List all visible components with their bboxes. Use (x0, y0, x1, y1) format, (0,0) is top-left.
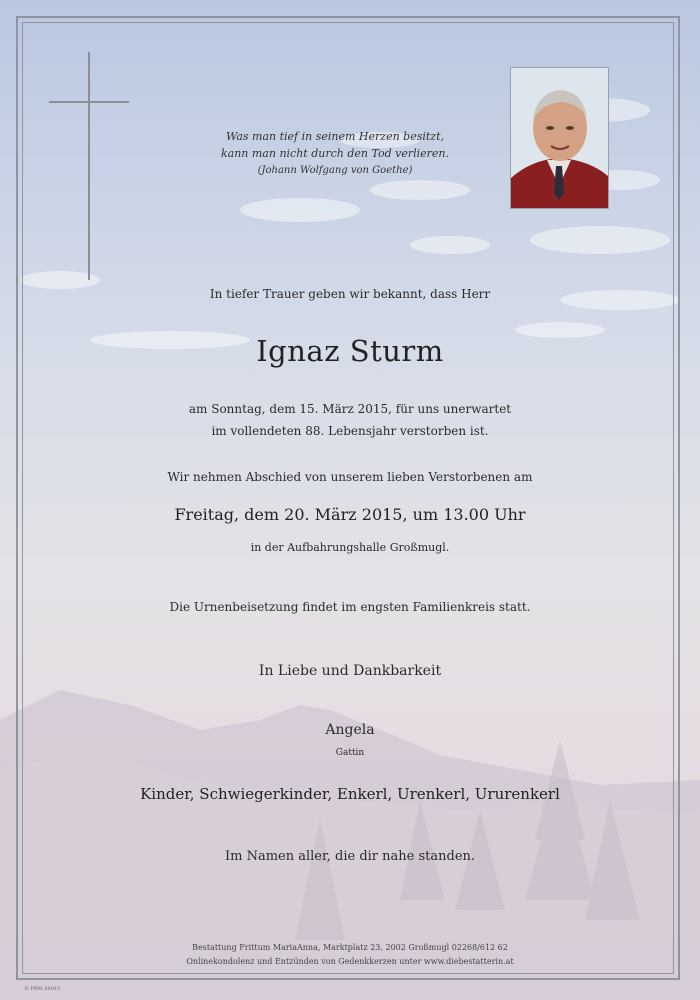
funeral-place: in der Aufbahrungshalle Großmugl. (250, 541, 450, 554)
cross-icon (88, 52, 90, 280)
goethe-quote (200, 128, 470, 179)
footer-code: © PBM 89015 (24, 986, 61, 992)
spouse-role: Gattin (335, 748, 365, 758)
cross-icon-bar (49, 101, 129, 103)
deceased-name: Ignaz Sturm (256, 334, 444, 368)
online-condolence-imprint: Onlinekondolenz und Entzünden von Gedenkkerzen unter www.diebestatterin.at (186, 957, 514, 966)
quote-line-2: kann man nicht durch den Tod verlieren. (220, 147, 449, 160)
love-gratitude-text: In Liebe und Dankbarkeit (258, 663, 442, 679)
funeral-home-imprint: Bestattung Frittum MariaAnna, Marktplatz 23, 2002 Großmugl 02268/612 62 (192, 943, 508, 952)
death-info-line-2: im vollendeten 88. Lebensjahr verstorben ist. (211, 424, 489, 438)
urn-burial-text: Die Urnenbeisetzung findet im engsten Familienkreis statt. (169, 600, 531, 614)
family-list: Kinder, Schwiegerkinder, Enkerl, Urenkerl, Ururenkerl (140, 785, 560, 803)
spouse-name: Angela (325, 722, 375, 738)
quote-line-1: Was man tief in seinem Herzen besitzt, (225, 130, 445, 143)
funeral-date: Freitag, dem 20. März 2015, um 13.00 Uhr (174, 505, 526, 524)
intro-text: In tiefer Trauer geben wir bekannt, dass Herr (209, 287, 491, 301)
farewell-text: Wir nehmen Abschied von unserem lieben Verstorbenen am (167, 470, 533, 484)
portrait-photo (510, 67, 609, 209)
quote-author: (Johann Wolfgang von Goethe) (257, 165, 413, 176)
closing-text: Im Namen aller, die dir nahe standen. (224, 849, 476, 864)
death-info-line-1: am Sonntag, dem 15. März 2015, für uns unerwartet (188, 402, 512, 416)
